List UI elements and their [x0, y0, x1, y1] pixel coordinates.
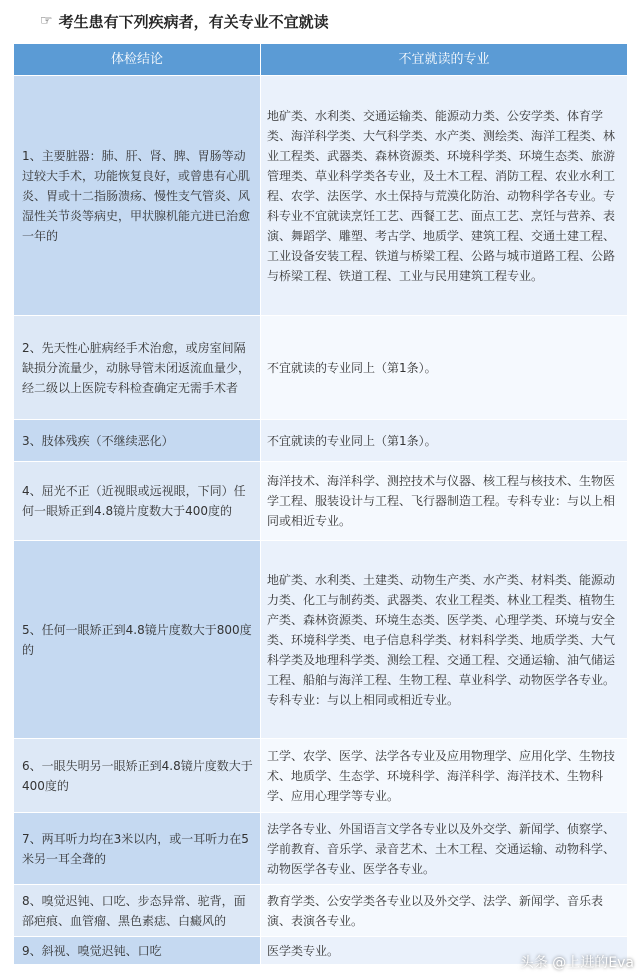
condition-cell: 1、主要脏器：肺、肝、肾、脾、胃肠等动过较大手术，功能恢复良好，或曾患有心肌炎、胃或十二指肠溃疡、慢性支气管炎、风湿性关节炎等病史，甲状腺机能亢进已治愈一年的: [14, 76, 261, 316]
majors-cell: 医学类专业。: [261, 937, 628, 965]
page-heading: [40, 8, 329, 34]
table-row: [14, 541, 628, 739]
majors-cell: 不宜就读的专业同上（第1条）。: [261, 420, 628, 462]
condition-cell: 8、嗅觉迟钝、口吃、步态异常、驼背，面部疤痕、血管瘤、黑色素痣、白癜风的: [14, 885, 261, 937]
condition-cell: 4、屈光不正（近视眼或远视眼，下同）任何一眼矫正到4.8镜片度数大于400度的: [14, 462, 261, 541]
condition-cell: 3、肢体残疾（不继续恶化）: [14, 420, 261, 462]
pointing-hand-icon: ☞: [40, 13, 53, 29]
table-row: [14, 739, 628, 813]
condition-cell: 6、一眼失明另一眼矫正到4.8镜片度数大于400度的: [14, 739, 261, 813]
majors-cell: 地矿类、水利类、交通运输类、能源动力类、公安学类、体育学类、海洋科学类、大气科学类、水产类、测绘类、海洋工程类、林业工程类、武器类、森林资源类、环境科学类、环境生态类、旅游管理类、草业科学类各专业，及土木工程、消防工程、农业水利工程、农学、法医学、水土保持与荒漠化防治、动物科学各专业。专科专业不宜就读烹饪工艺、西餐工艺、面点工艺、烹饪与营养、表演、舞蹈学、雕塑、考古学、地质学、建筑工程、交通土建工程、工业设备安装工程、铁道与桥梁工程、公路与城市道路工程、公路与桥梁工程、铁道工程、工业与民用建筑工程专业。: [261, 76, 628, 316]
header-conclusion: 体检结论: [14, 44, 261, 76]
heading-text: 考生患有下列疾病者，有关专业不宜就读: [58, 12, 329, 31]
condition-cell: 9、斜视、嗅觉迟钝、口吃: [14, 937, 261, 965]
table-row: [14, 462, 628, 541]
majors-cell: 工学、农学、医学、法学各专业及应用物理学、应用化学、生物技术、地质学、生态学、环境科学、海洋科学、海洋技术、生物科学、应用心理学等专业。: [261, 739, 628, 813]
header-majors: 不宜就读的专业: [261, 44, 628, 76]
table-row: [14, 420, 628, 462]
disease-major-table: [13, 43, 628, 965]
condition-cell: 2、先天性心脏病经手术治愈，或房室间隔缺损分流量少，动脉导管未闭返流血量少，经二级以上医院专科检查确定无需手术者: [14, 316, 261, 420]
majors-cell: 地矿类、水利类、土建类、动物生产类、水产类、材料类、能源动力类、化工与制药类、武器类、农业工程类、林业工程类、植物生产类、森林资源类、环境生态类、医学类、心理学类、环境与安全类、环境科学类、电子信息科学类、材料科学类、地质学类、大气科学类及地理科学类、测绘工程、交通工程、交通运输、油气储运工程、船舶与海洋工程、生物工程、草业科学、动物医学各专业。专科专业：与以上相同或相近专业。: [261, 541, 628, 739]
table-row: [14, 316, 628, 420]
majors-cell: 不宜就读的专业同上（第1条）。: [261, 316, 628, 420]
table-row: [14, 885, 628, 937]
condition-cell: 5、任何一眼矫正到4.8镜片度数大于800度的: [14, 541, 261, 739]
majors-cell: 教育学类、公安学类各专业以及外交学、法学、新闻学、音乐表演、表演各专业。: [261, 885, 628, 937]
watermark: 头条 @上进的Eva: [519, 955, 634, 971]
condition-cell: 7、两耳听力均在3米以内，或一耳听力在5米另一耳全聋的: [14, 813, 261, 885]
majors-cell: 海洋技术、海洋科学、测控技术与仪器、核工程与核技术、生物医学工程、服装设计与工程、飞行器制造工程。专科专业：与以上相同或相近专业。: [261, 462, 628, 541]
table-header-row: [14, 44, 628, 76]
table-row: [14, 76, 628, 316]
table-row: [14, 813, 628, 885]
majors-cell: 法学各专业、外国语言文学各专业以及外交学、新闻学、侦察学、学前教育、音乐学、录音艺术、土木工程、交通运输、动物科学、动物医学各专业、医学各专业。: [261, 813, 628, 885]
